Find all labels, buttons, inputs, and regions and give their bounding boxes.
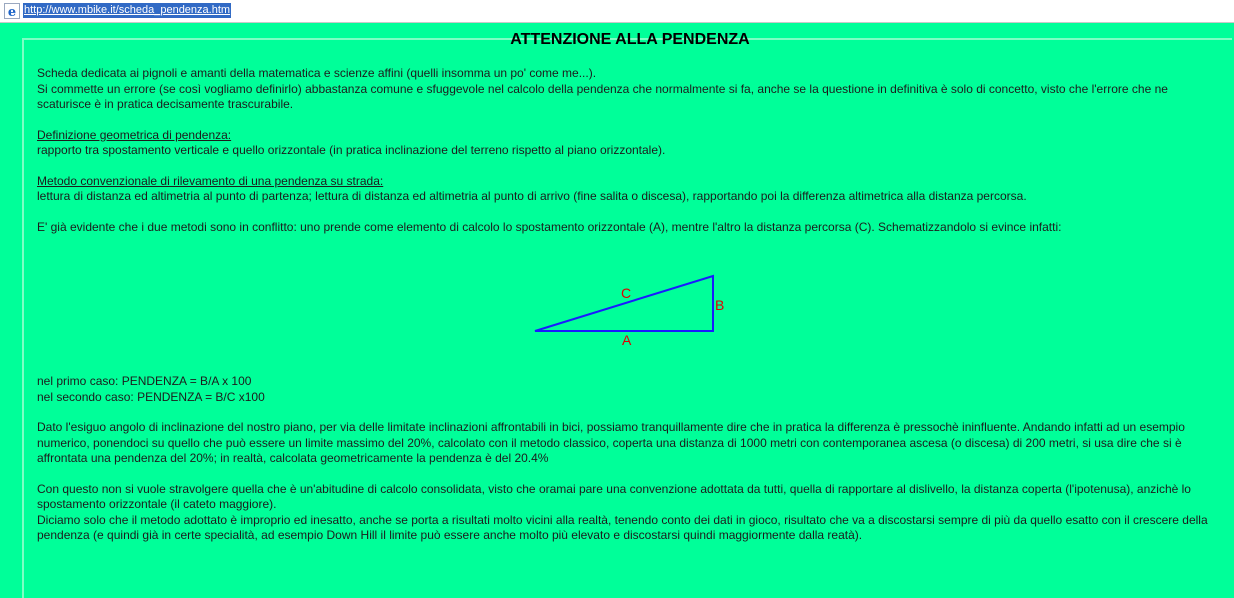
label-b: B bbox=[715, 297, 725, 313]
intro-paragraph bbox=[37, 66, 1223, 113]
internet-explorer-icon bbox=[4, 3, 20, 19]
conflict-paragraph: E' già evidente che i due metodi sono in conflitto: uno prende come elemento di calcolo lo spostamento orizzontale (A), mentre l'altro la distanza percorsa (C). Schematizzandolo si evince infatti: bbox=[37, 219, 1062, 234]
intro-line-2: Si commette un errore (se così vogliamo definirlo) abbastanza comune e sfuggevole nel calcolo della pendenza che normalmente si fa, anche se la questione in definitiva è solo di concetto, visto che l'errore che ne scaturisce è in pratica decisamente trascurabile. bbox=[37, 81, 1168, 111]
closing-line-1: Con questo non si vuole stravolgere quella che è un'abitudine di calcolo consolidata, visto che oramai pare una convenzione adottata da tutti, quella di rapportare al dislivello, la distanza coperta (l'ipotenusa), anzichè lo spostamento orizzontale (il cateto maggiore). bbox=[37, 481, 1191, 511]
label-c: C bbox=[621, 285, 632, 301]
page-title: ATTENZIONE ALLA PENDENZA bbox=[510, 31, 750, 48]
formula-first: nel primo caso: PENDENZA = B/A x 100 bbox=[37, 374, 252, 388]
svg-text:e: e bbox=[7, 5, 17, 19]
definition-paragraph bbox=[37, 128, 1223, 159]
intro-line-1: Scheda dedicata ai pignoli e amanti della matematica e scienze affini (quelli insomma un po' come me...). bbox=[37, 66, 597, 80]
address-bar[interactable] bbox=[0, 0, 1234, 23]
method-paragraph bbox=[37, 174, 1223, 205]
url-field[interactable]: http://www.mbike.it/scheda_pendenza.htm bbox=[24, 4, 231, 16]
example-paragraph: Dato l'esiguo angolo di inclinazione del nostro piano, per via delle limitate inclinazioni affrontabili in bici, possiamo tranquillamente dire che in pratica la differenza è pressochè ininfluente. Andando infatti ad un esempio numerico, ponendoci su quello che può essere un limite massimo del 20%, calcolato con il metodo classico, coperta una distanza di 1000 metri con contemporanea ascesa (o discesa) di 200 metri, si usa dire che si è affrontata una pendenza del 20%; in realtà, calcolata geometricamente la pendenza è del 20.4% bbox=[37, 420, 1185, 465]
definition-heading: Definizione geometrica di pendenza: bbox=[37, 127, 232, 142]
closing-line-2: Diciamo solo che il metodo adottato è improprio ed inesatto, anche se porta a risultati molto vicini alla realtà, tenendo conto dei dati in gioco, risultato che va a discostarsi sempre di più da quello esatto con il crescere della pendenza (e quindi già in certe specialità, ad esempio Down Hill il limite può essere anche molto più elevato e discostarsi quindi maggiormente dalla reatà). bbox=[37, 512, 1208, 542]
closing-paragraph bbox=[37, 482, 1223, 544]
formula-second: nel secondo caso: PENDENZA = B/C x100 bbox=[37, 389, 265, 404]
definition-text: rapporto tra spostamento verticale e quello orizzontale (in pratica inclinazione del terreno rispetto al piano orizzontale). bbox=[37, 143, 666, 157]
label-a: A bbox=[622, 332, 632, 348]
triangle-diagram bbox=[37, 250, 1223, 360]
method-heading: Metodo convenzionale di rilevamento di una pendenza su strada: bbox=[37, 173, 384, 188]
method-text: lettura di distanza ed altimetria al punto di partenza; lettura di distanza ed altimetria al punto di arrivo (fine salita o discesa), rapportando poi la differenza altimetrica alla distanza percorsa. bbox=[37, 189, 1027, 203]
article bbox=[37, 30, 1223, 559]
formulas-paragraph bbox=[37, 374, 1223, 405]
triangle-svg bbox=[527, 250, 737, 350]
